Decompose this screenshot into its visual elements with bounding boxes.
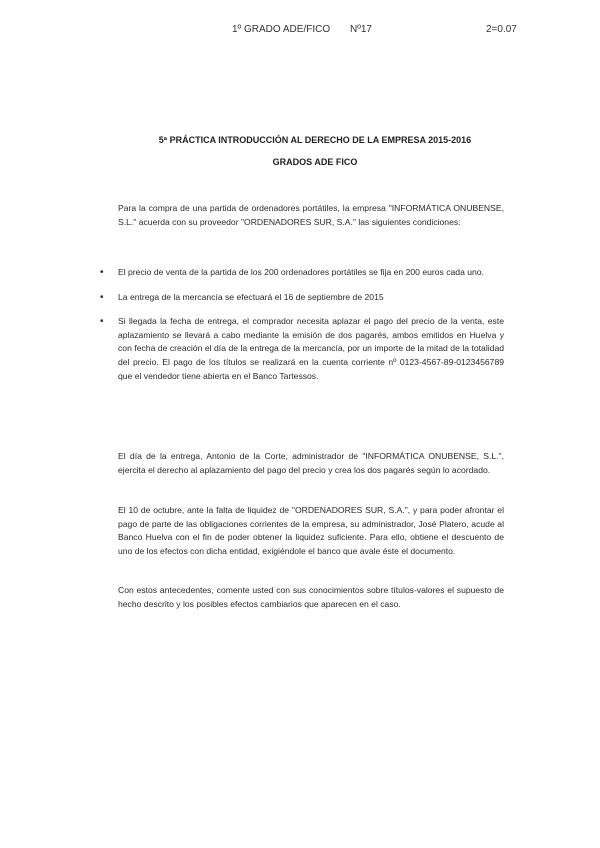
intro-paragraph: Para la compra de una partida de ordenadores portátiles, la empresa "INFORMÁTICA ONUBENSE, S.L." acuerda con su proveedor "ORDENADORES SUR, S.A." las siguientes condiciones: <box>118 203 504 227</box>
header-course: 1º GRADO ADE/FICO <box>232 24 331 35</box>
document-title: 5ª PRÁCTICA INTRODUCCIÓN AL DERECHO DE LA EMPRESA 2015-2016 <box>158 135 472 145</box>
condition-item: • Si llegada la fecha de entrega, el comprador necesita aplazar el pago del precio de la venta, este aplazamiento se llevará a cabo mediante la emisión de dos pagarés, ambos emitidos en Huelva y con fecha de creación el día de la entrega de la mercancía, por un importe de la mitad de la totalidad del precio. El pago de los títulos se realizará en la cuenta corriente nº 0123-4567-89-0123456789 que el vendedor tiene abierta en el Banco Tartessos. <box>100 315 504 383</box>
header-number: Nº17 <box>350 24 372 35</box>
paragraph-question: Con estos antecedentes, comente usted con sus conocimientos sobre títulos-valores el supuesto de hecho descrito y los posibles efectos cambiarios que aparecen en el caso. <box>118 585 504 609</box>
paragraph-delivery: El día de la entrega, Antonio de la Corte, administrador de "INFORMÁTICA ONUBENSE, S.L.", ejercita el derecho al aplazamiento del pago del precio y crea los dos pagarés según lo acordado. <box>118 451 504 475</box>
conditions-list <box>100 266 504 394</box>
header-code: 2=0.07 <box>486 24 517 35</box>
document-subtitle: GRADOS ADE FICO <box>272 157 358 167</box>
condition-item: • El precio de venta de la partida de los 200 ordenadores portátiles se fija en 200 euros cada uno. <box>100 266 504 280</box>
paragraph-discount: El 10 de octubre, ante la falta de liquidez de "ORDENADORES SUR, S.A.", y para poder afrontar el pago de parte de las obligaciones corrientes de la empresa, su administrador, José Platero, acude al Banco Huelva con el fin de poder obtener la liquidez suficiente. Para ello, obtiene el descuento de uno de los efectos con dicha entidad, exigiéndole el banco que avale éste el documento. <box>118 505 504 556</box>
condition-item: • La entrega de la mercancía se efectuará el 16 de septiembre de 2015 <box>100 291 504 305</box>
